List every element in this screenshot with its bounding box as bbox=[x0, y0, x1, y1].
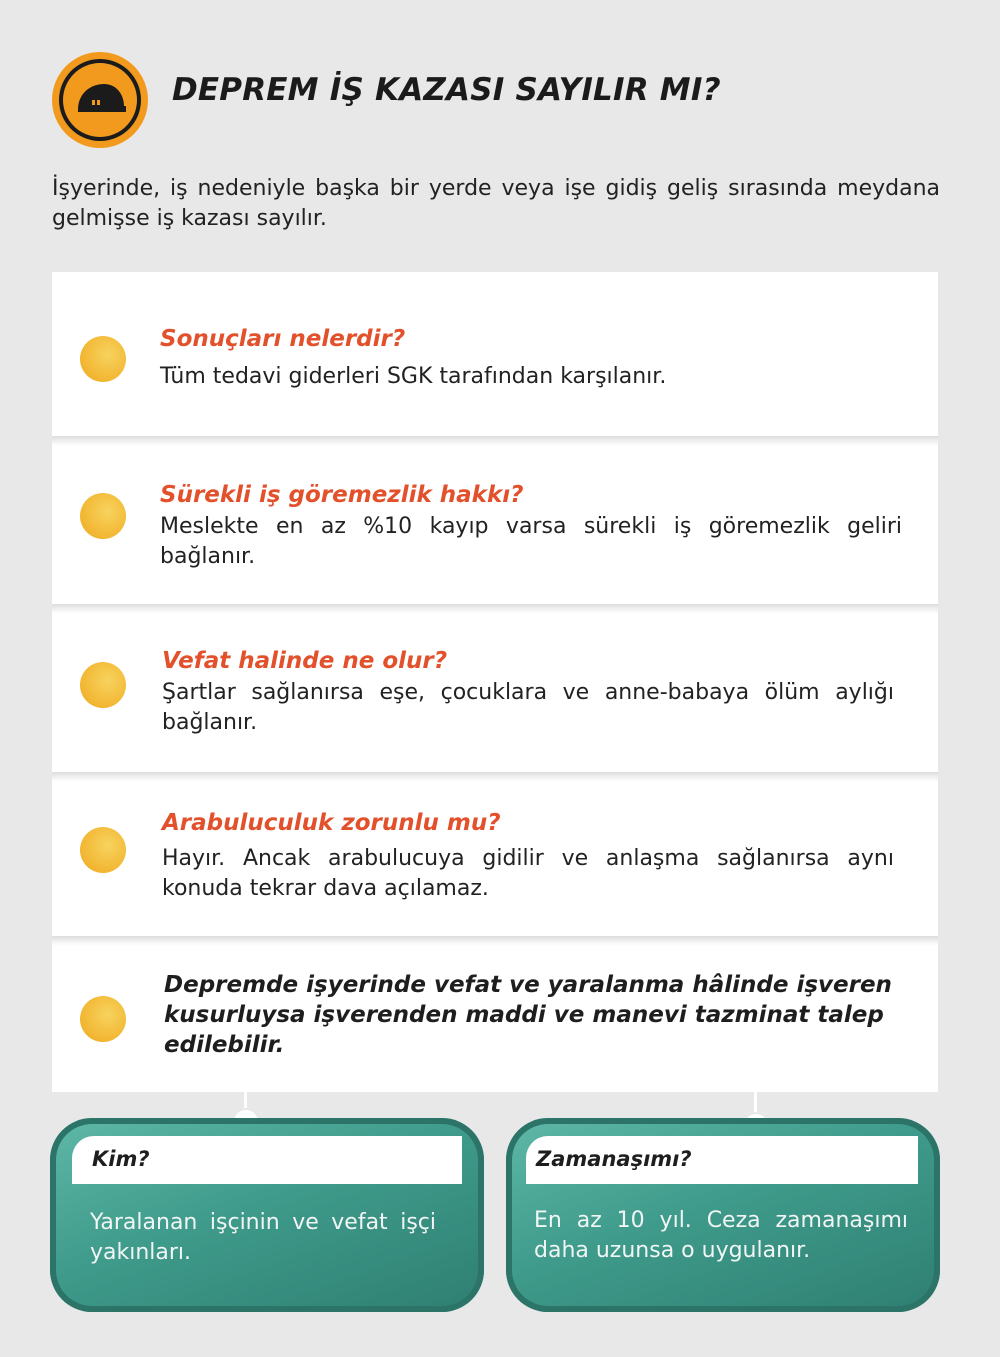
faq-question: Vefat halinde ne olur? bbox=[162, 648, 448, 674]
faq-answer: Meslekte en az %10 kayıp varsa sürekli iş göremezlik geliri bağlanır. bbox=[160, 514, 902, 569]
divider bbox=[52, 772, 938, 782]
faq-answer: Tüm tedavi giderleri SGK tarafından karşılanır. bbox=[160, 364, 667, 389]
page-title: DEPREM İŞ KAZASI SAYILIR MI? bbox=[172, 72, 721, 108]
bullet-dot-icon bbox=[80, 662, 126, 708]
faq-panel bbox=[52, 272, 938, 1092]
faq-item bbox=[52, 614, 938, 772]
bullet-dot-icon bbox=[80, 827, 126, 873]
hard-hat-logo bbox=[52, 52, 148, 148]
emphasis-note: Depremde işyerinde vefat ve yaralanma hâlinde işveren kusurluysa işverenden maddi ve manevi tazminat talep edilebilir. bbox=[164, 972, 892, 1058]
statute-card bbox=[506, 1118, 940, 1312]
faq-answer: Hayır. Ancak arabulucuya gidilir ve anlaşma sağlanırsa aynı konuda tekrar dava açılamaz. bbox=[162, 846, 894, 901]
bullet-dot-icon bbox=[80, 996, 126, 1042]
faq-item bbox=[52, 782, 938, 936]
divider bbox=[52, 436, 938, 446]
card-title: Kim? bbox=[92, 1147, 150, 1171]
bullet-dot-icon bbox=[80, 493, 126, 539]
faq-question: Sonuçları nelerdir? bbox=[160, 326, 406, 352]
faq-item bbox=[52, 272, 938, 436]
card-title-tab bbox=[526, 1136, 918, 1184]
intro-text: İşyerinde, iş nedeniyle başka bir yerde veya işe gidiş geliş sırasında meydana gelmişse iş kazası sayılır. bbox=[52, 176, 940, 231]
faq-question: Arabuluculuk zorunlu mu? bbox=[162, 810, 501, 836]
faq-question: Sürekli iş göremezlik hakkı? bbox=[160, 482, 524, 508]
bullet-dot-icon bbox=[80, 336, 126, 382]
card-body: En az 10 yıl. Ceza zamanaşımı daha uzunsa o uygulanır. bbox=[534, 1208, 908, 1263]
faq-item bbox=[52, 446, 938, 604]
card-title: Zamanaşımı? bbox=[536, 1147, 692, 1171]
card-title-tab bbox=[72, 1136, 462, 1184]
hard-hat-icon bbox=[70, 80, 130, 120]
who-card bbox=[50, 1118, 484, 1312]
faq-answer: Şartlar sağlanırsa eşe, çocuklara ve anne-babaya ölüm aylığı bağlanır. bbox=[162, 680, 894, 735]
card-body: Yaralanan işçinin ve vefat işçi yakınları. bbox=[90, 1210, 436, 1265]
divider bbox=[52, 936, 938, 946]
divider bbox=[52, 604, 938, 614]
